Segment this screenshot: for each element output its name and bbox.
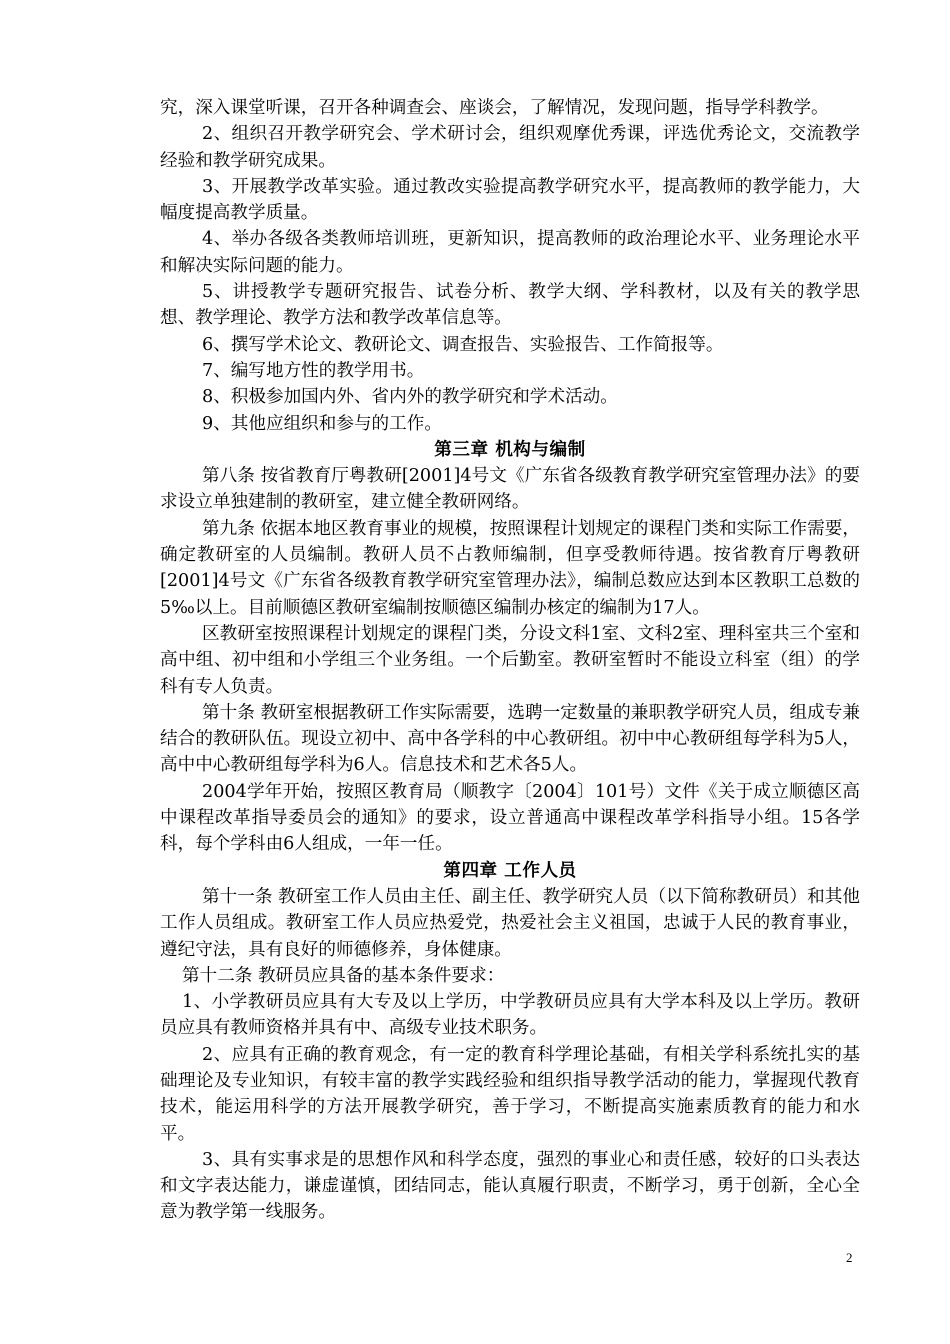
list-item: 2、组织召开教学研究会、学术研讨会，组织观摩优秀课，评选优秀论文，交流教学经验和教学研究成果。 — [160, 124, 860, 171]
list-item: 7、编写地方性的教学用书。 — [202, 360, 425, 381]
paragraph: 区教研室按照课程计划规定的课程门类，分设文科1室、文科2室、理科室共三个室和高中组、初中组和小学组三个业务组。一个后勤室。教研室暂时不能设立科室（组）的学科有专人负责。 — [160, 623, 860, 697]
list-item: 2、应具有正确的教育观念，有一定的教育科学理论基础，有相关学科系统扎实的基础理论及专业知识，有较丰富的教学实践经验和组织指导教学活动的能力，掌握现代教育技术，能运用科学的方法开展教学研究，善于学习，不断提高实施素质教育的能力和水平。 — [160, 1044, 860, 1144]
list-item: 3、开展教学改革实验。通过教改实验提高教学研究水平，提高教师的教学能力，大幅度提高教学质量。 — [160, 176, 860, 224]
article-paragraph: 第十条 教研室根据教研工作实际需要，选聘一定数量的兼职教学研究人员，组成专兼结合的教研队伍。现设立初中、高中各学科的中心教研组。初中中心教研组每学科为5人，高中中心教研组每学科为6人。信息技术和艺术各5人。 — [160, 702, 860, 776]
list-item: 1、小学教研员应具有大专及以上学历，中学教研员应具有大学本科及以上学历。教研员应具有教师资格并具有中、高级专业技术职务。 — [160, 992, 860, 1039]
list-item: 9、其他应组织和参与的工作。 — [202, 413, 442, 434]
chapter-heading: 第三章 机构与编制 — [434, 439, 586, 460]
list-item: 6、撰写学术论文、教研论文、调查报告、实验报告、工作简报等。 — [202, 334, 724, 355]
article-paragraph: 第十一条 教研室工作人员由主任、副主任、教学研究人员（以下简称教研员）和其他工作人员组成。教研室工作人员应热爱党，热爱社会主义祖国，忠诚于人民的教育事业，遵纪守法，具有良好的师德修养，身体健康。 — [160, 886, 860, 960]
chapter-heading: 第四章 工作人员 — [443, 860, 577, 881]
list-item: 3、具有实事求是的思想作风和科学态度，强烈的事业心和责任感，较好的口头表达和文字表达能力，谦虚谨慎，团结同志，能认真履行职责，不断学习，勇于创新，全心全意为教学第一线服务。 — [160, 1149, 860, 1223]
list-item: 5、讲授教学专题研究报告、试卷分析、教学大纲、学科教材，以及有关的教学思想、教学理论、教学方法和教学改革信息等。 — [160, 282, 860, 329]
article-paragraph: 第八条 按省教育厅粤教研[2001]4号文《广东省各级教育教学研究室管理办法》的要求设立单独建制的教研室，建立健全教研网络。 — [160, 466, 860, 513]
list-item: 8、积极参加国内外、省内外的教学研究和学术活动。 — [202, 387, 618, 408]
paragraph: 究，深入课堂听课，召开各种调查会、座谈会，了解情况，发现问题，指导学科教学。 — [160, 98, 829, 118]
paragraph: 2004学年开始，按照区教育局（顺教字〔2004〕101号）文件《关于成立顺德区高中课程改革指导委员会的通知》的要求，设立普通高中课程改革学科指导小组。15各学科，每个学科由6人组成，一年一任。 — [160, 781, 860, 855]
body-text — [160, 95, 860, 1226]
page-number: 2 — [846, 1250, 853, 1265]
article-paragraph: 第十二条 教研员应具备的基本条件要求： — [182, 965, 505, 986]
list-item: 4、举办各级各类教师培训班，更新知识，提高教师的政治理论水平、业务理论水平和解决实际问题的能力。 — [160, 229, 860, 276]
article-paragraph: 第九条 依据本地区教育事业的规模，按照课程计划规定的课程门类和实际工作需要，确定教研室的人员编制。教研人员不占教师编制，但享受教师待遇。按省教育厅粤教研[2001]4号文《广东省各级教育教学研究室管理办法》，编制总数应达到本区教职工总数的5‰以上。目前顺德区教研室编制按顺德区编制办核定的编制为17人。 — [160, 518, 860, 618]
